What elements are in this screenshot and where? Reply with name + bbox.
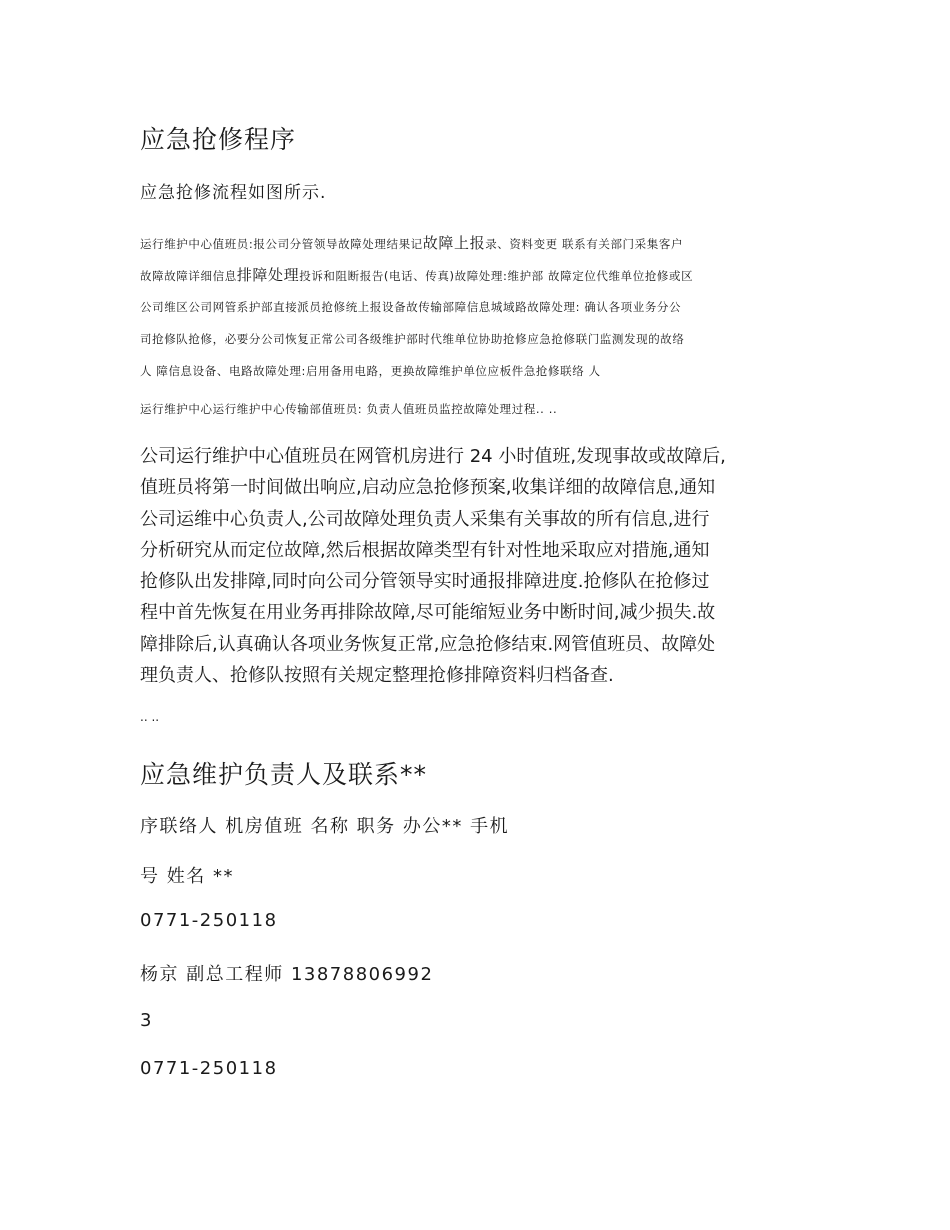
flow-line-text: 公司维区公司网管系护部直接派员抢修统上报设备故传输部障信息城域路故障处理: 确认各项业务分公 <box>140 300 682 314</box>
flow-line-text: 故障故障详细信息 <box>140 269 237 283</box>
paragraph-line: 公司运行维护中心值班员在网管机房进行 24 小时值班,发现事故或故障后, <box>140 446 726 467</box>
section-title-emergency-contacts: 应急维护负责人及联系** <box>140 760 428 789</box>
flow-line <box>140 329 820 361</box>
paragraph-line: 公司运维中心负责人,公司故障处理负责人采集有关事故的所有信息,进行 <box>140 508 710 530</box>
flow-line <box>140 233 820 265</box>
flow-line <box>140 297 820 329</box>
flow-intro-text: 应急抢修流程如图所示. <box>140 183 327 203</box>
paragraph-line: 抢修队出发排障,同时向公司分管领导实时通报排障进度.抢修队在抢修过 <box>140 571 710 593</box>
flow-line-text: 人 障信息设备、电路故障处理:启用备用电路，更换故障维护单位应板件急抢修联络 人 <box>140 364 601 378</box>
flow-line-emphasis: 故障上报 <box>422 234 486 252</box>
section-title-emergency-repair-procedure: 应急抢修程序 <box>140 125 297 154</box>
contact-person-row: 杨京 副总工程师 13878806992 <box>140 964 434 985</box>
paragraph-line: 理负责人、抢修队按照有关规定整理抢修排障资料归档备查. <box>140 665 614 687</box>
contact-office-phone: 0771-250118 <box>140 910 278 931</box>
contact-office-phone: 0771-250118 <box>140 1058 278 1079</box>
flow-trailer-text: 运行维护中心运行维护中心传输部值班员: 负责人值班员监控故障处理过程.. .. <box>140 402 558 416</box>
flow-line-text: 录、资料变更 联系有关部门采集客户 <box>485 237 684 251</box>
paragraph-line: 程中首先恢复在用业务再排除故障,尽可能缩短业务中断时间,减少损失.故 <box>140 602 716 624</box>
flow-line-emphasis: 排障处理 <box>236 266 300 284</box>
ellipsis-dots: .. .. <box>140 710 160 724</box>
contact-table-header-row-cont: 号 姓名 ** <box>140 866 234 887</box>
flow-line <box>140 361 820 393</box>
contact-table-header-row: 序联络人 机房值班 名称 职务 办公** 手机 <box>140 816 510 837</box>
flow-line-text: 运行维护中心值班员:报公司分管领导故障处理结果记 <box>140 237 423 251</box>
paragraph-line: 值班员将第一时间做出响应,启动应急抢修预案,收集详细的故障信息,通知 <box>140 477 716 499</box>
contact-sequence-number: 3 <box>140 1010 153 1031</box>
body-paragraph <box>140 441 820 691</box>
paragraph-line: 分析研究从而定位故障,然后根据故障类型有针对性地采取应对措施,通知 <box>140 539 710 561</box>
flowchart-text-block <box>140 233 820 393</box>
flow-line <box>140 265 820 297</box>
flow-line-text: 司抢修队抢修，必要分公司恢复正常公司各级维护部时代维单位协助抢修应急抢修联门监测发现的故络 <box>140 332 685 346</box>
flow-line-text: 投诉和阻断报告(电话、传真)故障处理:维护部 故障定位代维单位抢修或区 <box>299 269 694 283</box>
paragraph-line: 障排除后,认真确认各项业务恢复正常,应急抢修结束.网管值班员、故障处 <box>140 633 716 655</box>
